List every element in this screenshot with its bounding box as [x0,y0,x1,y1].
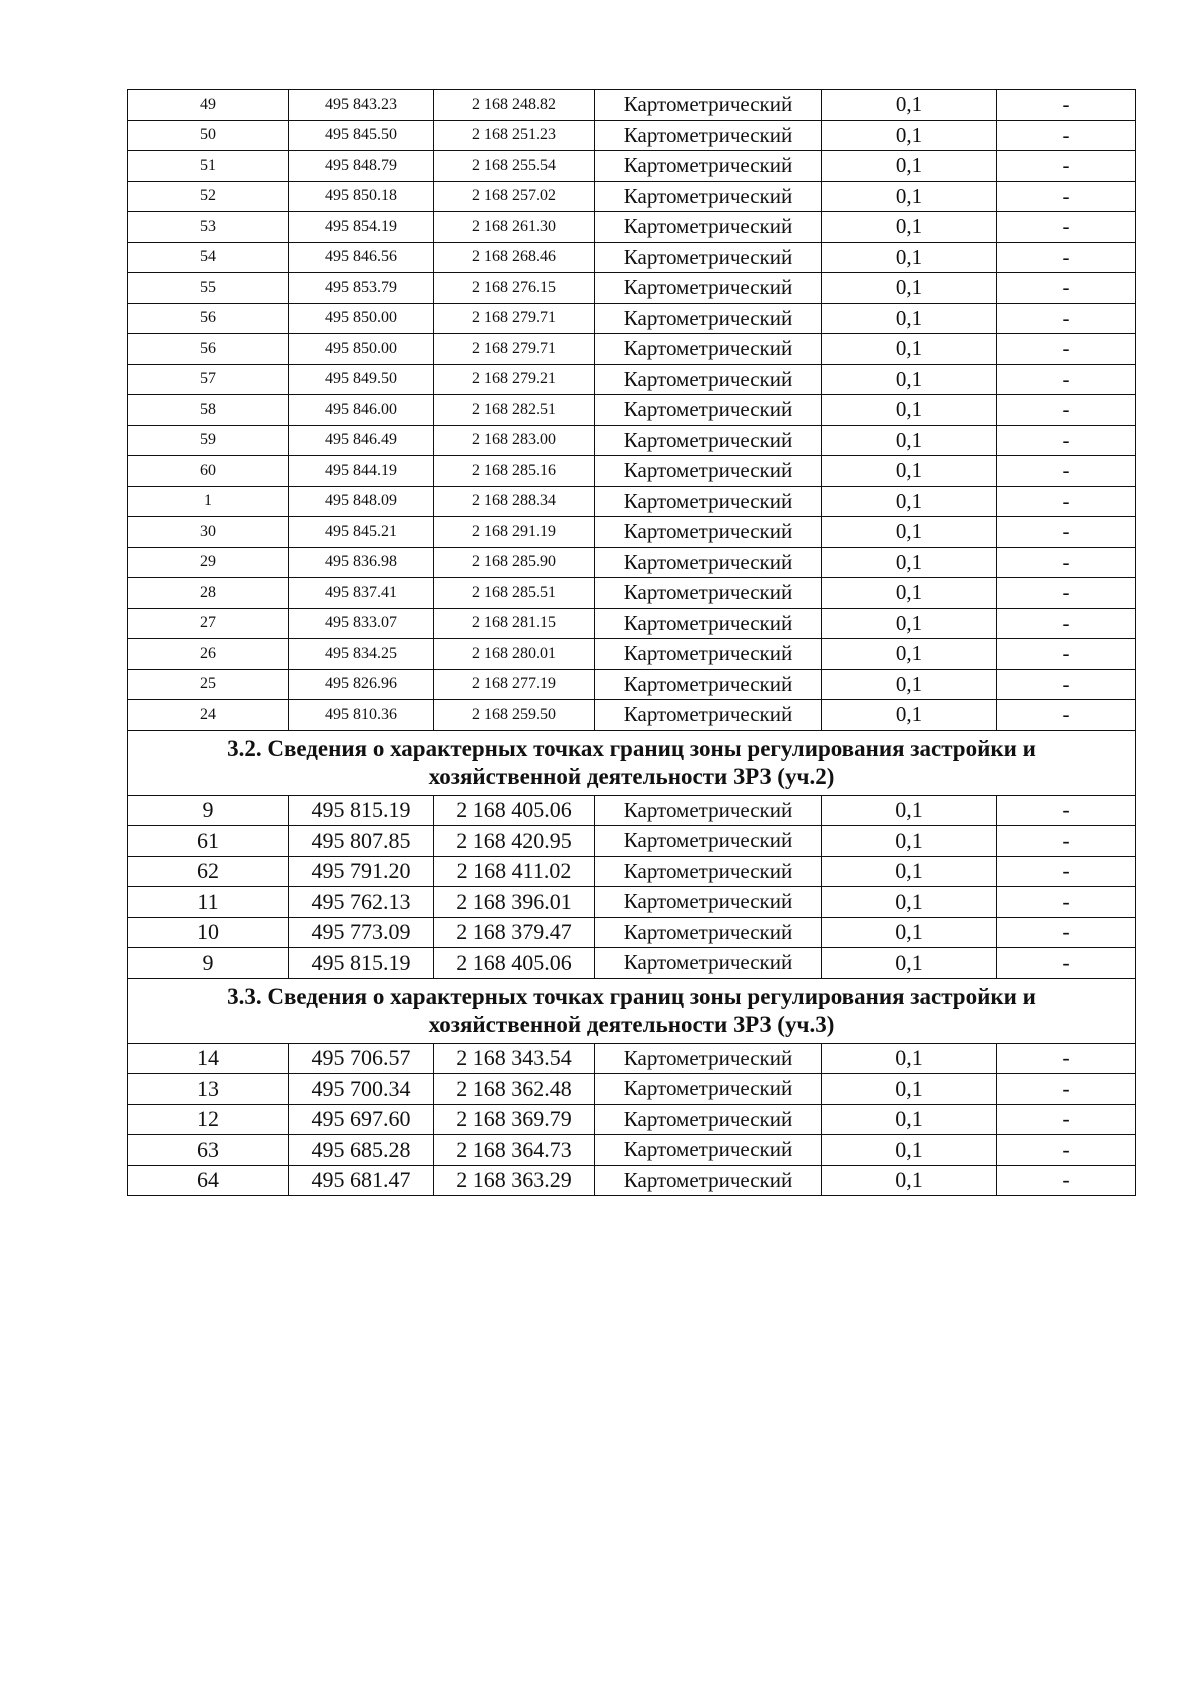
y-coordinate-cell: 2 168 285.16 [434,456,595,487]
x-coordinate-cell: 495 833.07 [289,608,434,639]
y-coordinate-cell: 2 168 276.15 [434,273,595,304]
method-cell: Картометрический [595,795,822,826]
table-row [128,90,1136,121]
y-coordinate-cell: 2 168 343.54 [434,1043,595,1074]
method-cell: Картометрический [595,608,822,639]
y-coordinate-cell: 2 168 268.46 [434,242,595,273]
method-cell: Картометрический [595,639,822,670]
method-cell: Картометрический [595,181,822,212]
x-coordinate-cell: 495 700.34 [289,1074,434,1105]
y-coordinate-cell: 2 168 282.51 [434,395,595,426]
method-cell: Картометрический [595,334,822,365]
table-row [128,669,1136,700]
section-heading-row [128,978,1136,1043]
x-coordinate-cell: 495 815.19 [289,795,434,826]
accuracy-cell: 0,1 [822,242,997,273]
x-coordinate-cell: 495 791.20 [289,856,434,887]
y-coordinate-cell: 2 168 277.19 [434,669,595,700]
table-row [128,608,1136,639]
note-cell: - [997,917,1136,948]
method-cell: Картометрический [595,887,822,918]
point-number-cell: 11 [128,887,289,918]
section-3-rows [128,1043,1136,1196]
section-2-heading [128,730,1136,795]
y-coordinate-cell: 2 168 369.79 [434,1104,595,1135]
x-coordinate-cell: 495 681.47 [289,1165,434,1196]
section-3-heading-line-2: хозяйственной деятельности ЗРЗ (уч.3) [428,1011,835,1037]
accuracy-cell: 0,1 [822,395,997,426]
x-coordinate-cell: 495 685.28 [289,1135,434,1166]
x-coordinate-cell: 495 850.18 [289,181,434,212]
point-number-cell: 60 [128,456,289,487]
note-cell: - [997,639,1136,670]
accuracy-cell: 0,1 [822,547,997,578]
point-number-cell: 29 [128,547,289,578]
point-number-cell: 54 [128,242,289,273]
note-cell: - [997,303,1136,334]
note-cell: - [997,669,1136,700]
x-coordinate-cell: 495 807.85 [289,826,434,857]
note-cell: - [997,948,1136,979]
accuracy-cell: 0,1 [822,364,997,395]
note-cell: - [997,887,1136,918]
method-cell: Картометрический [595,395,822,426]
method-cell: Картометрический [595,700,822,731]
y-coordinate-cell: 2 168 283.00 [434,425,595,456]
accuracy-cell: 0,1 [822,1043,997,1074]
table-row [128,700,1136,731]
x-coordinate-cell: 495 697.60 [289,1104,434,1135]
table-row [128,364,1136,395]
section-1-rows [128,90,1136,731]
method-cell: Картометрический [595,1074,822,1105]
x-coordinate-cell: 495 844.19 [289,456,434,487]
note-cell: - [997,120,1136,151]
note-cell: - [997,212,1136,243]
accuracy-cell: 0,1 [822,826,997,857]
method-cell: Картометрический [595,1165,822,1196]
accuracy-cell: 0,1 [822,887,997,918]
accuracy-cell: 0,1 [822,608,997,639]
x-coordinate-cell: 495 773.09 [289,917,434,948]
method-cell: Картометрический [595,578,822,609]
method-cell: Картометрический [595,669,822,700]
x-coordinate-cell: 495 846.00 [289,395,434,426]
point-number-cell: 49 [128,90,289,121]
method-cell: Картометрический [595,856,822,887]
y-coordinate-cell: 2 168 405.06 [434,948,595,979]
method-cell: Картометрический [595,151,822,182]
note-cell: - [997,547,1136,578]
y-coordinate-cell: 2 168 259.50 [434,700,595,731]
section-heading-row [128,730,1136,795]
x-coordinate-cell: 495 848.09 [289,486,434,517]
point-number-cell: 10 [128,917,289,948]
method-cell: Картометрический [595,303,822,334]
method-cell: Картометрический [595,273,822,304]
method-cell: Картометрический [595,456,822,487]
coordinates-table [127,89,1136,1196]
note-cell: - [997,456,1136,487]
table-row [128,887,1136,918]
note-cell: - [997,608,1136,639]
x-coordinate-cell: 495 826.96 [289,669,434,700]
method-cell: Картометрический [595,917,822,948]
x-coordinate-cell: 495 846.49 [289,425,434,456]
x-coordinate-cell: 495 854.19 [289,212,434,243]
point-number-cell: 26 [128,639,289,670]
note-cell: - [997,1165,1136,1196]
y-coordinate-cell: 2 168 411.02 [434,856,595,887]
accuracy-cell: 0,1 [822,486,997,517]
note-cell: - [997,425,1136,456]
x-coordinate-cell: 495 850.00 [289,334,434,365]
x-coordinate-cell: 495 849.50 [289,364,434,395]
point-number-cell: 51 [128,151,289,182]
x-coordinate-cell: 495 853.79 [289,273,434,304]
section-2-rows [128,795,1136,978]
method-cell: Картометрический [595,486,822,517]
y-coordinate-cell: 2 168 396.01 [434,887,595,918]
accuracy-cell: 0,1 [822,639,997,670]
method-cell: Картометрический [595,517,822,548]
section-3-heading-group [128,978,1136,1043]
table-row [128,1135,1136,1166]
note-cell: - [997,1074,1136,1105]
accuracy-cell: 0,1 [822,120,997,151]
note-cell: - [997,364,1136,395]
section-2-heading-line-2: хозяйственной деятельности ЗРЗ (уч.2) [428,763,835,789]
y-coordinate-cell: 2 168 248.82 [434,90,595,121]
note-cell: - [997,151,1136,182]
y-coordinate-cell: 2 168 281.15 [434,608,595,639]
accuracy-cell: 0,1 [822,917,997,948]
accuracy-cell: 0,1 [822,1074,997,1105]
note-cell: - [997,795,1136,826]
accuracy-cell: 0,1 [822,948,997,979]
x-coordinate-cell: 495 834.25 [289,639,434,670]
accuracy-cell: 0,1 [822,517,997,548]
x-coordinate-cell: 495 848.79 [289,151,434,182]
point-number-cell: 59 [128,425,289,456]
y-coordinate-cell: 2 168 261.30 [434,212,595,243]
x-coordinate-cell: 495 843.23 [289,90,434,121]
method-cell: Картометрический [595,242,822,273]
x-coordinate-cell: 495 815.19 [289,948,434,979]
note-cell: - [997,395,1136,426]
point-number-cell: 12 [128,1104,289,1135]
point-number-cell: 55 [128,273,289,304]
y-coordinate-cell: 2 168 420.95 [434,826,595,857]
point-number-cell: 27 [128,608,289,639]
accuracy-cell: 0,1 [822,425,997,456]
y-coordinate-cell: 2 168 255.54 [434,151,595,182]
accuracy-cell: 0,1 [822,578,997,609]
note-cell: - [997,856,1136,887]
accuracy-cell: 0,1 [822,1135,997,1166]
accuracy-cell: 0,1 [822,181,997,212]
section-2-heading-group [128,730,1136,795]
y-coordinate-cell: 2 168 288.34 [434,486,595,517]
accuracy-cell: 0,1 [822,456,997,487]
point-number-cell: 1 [128,486,289,517]
table-row [128,303,1136,334]
section-3-heading [128,978,1136,1043]
table-row [128,517,1136,548]
note-cell: - [997,517,1136,548]
method-cell: Картометрический [595,826,822,857]
point-number-cell: 28 [128,578,289,609]
method-cell: Картометрический [595,948,822,979]
y-coordinate-cell: 2 168 362.48 [434,1074,595,1105]
y-coordinate-cell: 2 168 405.06 [434,795,595,826]
table-row [128,151,1136,182]
method-cell: Картометрический [595,1043,822,1074]
table-row [128,181,1136,212]
y-coordinate-cell: 2 168 364.73 [434,1135,595,1166]
method-cell: Картометрический [595,90,822,121]
x-coordinate-cell: 495 762.13 [289,887,434,918]
point-number-cell: 63 [128,1135,289,1166]
point-number-cell: 56 [128,334,289,365]
point-number-cell: 52 [128,181,289,212]
accuracy-cell: 0,1 [822,856,997,887]
x-coordinate-cell: 495 845.50 [289,120,434,151]
y-coordinate-cell: 2 168 285.51 [434,578,595,609]
point-number-cell: 56 [128,303,289,334]
note-cell: - [997,242,1136,273]
accuracy-cell: 0,1 [822,90,997,121]
table-row [128,948,1136,979]
table-row [128,456,1136,487]
accuracy-cell: 0,1 [822,1104,997,1135]
note-cell: - [997,273,1136,304]
point-number-cell: 24 [128,700,289,731]
table-row [128,425,1136,456]
x-coordinate-cell: 495 706.57 [289,1043,434,1074]
table-row [128,547,1136,578]
point-number-cell: 13 [128,1074,289,1105]
table-row [128,486,1136,517]
note-cell: - [997,826,1136,857]
note-cell: - [997,1135,1136,1166]
table-row [128,334,1136,365]
table-row [128,242,1136,273]
note-cell: - [997,578,1136,609]
accuracy-cell: 0,1 [822,151,997,182]
method-cell: Картометрический [595,120,822,151]
point-number-cell: 64 [128,1165,289,1196]
point-number-cell: 14 [128,1043,289,1074]
y-coordinate-cell: 2 168 251.23 [434,120,595,151]
point-number-cell: 50 [128,120,289,151]
accuracy-cell: 0,1 [822,212,997,243]
point-number-cell: 9 [128,948,289,979]
point-number-cell: 57 [128,364,289,395]
table-row [128,395,1136,426]
x-coordinate-cell: 495 837.41 [289,578,434,609]
table-row [128,578,1136,609]
note-cell: - [997,1043,1136,1074]
point-number-cell: 30 [128,517,289,548]
note-cell: - [997,486,1136,517]
method-cell: Картометрический [595,547,822,578]
y-coordinate-cell: 2 168 279.71 [434,334,595,365]
method-cell: Картометрический [595,425,822,456]
note-cell: - [997,334,1136,365]
y-coordinate-cell: 2 168 379.47 [434,917,595,948]
point-number-cell: 58 [128,395,289,426]
note-cell: - [997,90,1136,121]
table-row [128,120,1136,151]
x-coordinate-cell: 495 845.21 [289,517,434,548]
y-coordinate-cell: 2 168 280.01 [434,639,595,670]
section-3-heading-line-1: 3.3. Сведения о характерных точках границ зоны регулирования застройки и [227,983,1036,1009]
accuracy-cell: 0,1 [822,334,997,365]
point-number-cell: 53 [128,212,289,243]
method-cell: Картометрический [595,364,822,395]
point-number-cell: 9 [128,795,289,826]
accuracy-cell: 0,1 [822,1165,997,1196]
accuracy-cell: 0,1 [822,700,997,731]
method-cell: Картометрический [595,212,822,243]
x-coordinate-cell: 495 836.98 [289,547,434,578]
table-row [128,1043,1136,1074]
x-coordinate-cell: 495 850.00 [289,303,434,334]
table-row [128,917,1136,948]
point-number-cell: 25 [128,669,289,700]
method-cell: Картометрический [595,1135,822,1166]
table-row [128,856,1136,887]
table-row [128,826,1136,857]
table-row [128,212,1136,243]
x-coordinate-cell: 495 810.36 [289,700,434,731]
y-coordinate-cell: 2 168 279.21 [434,364,595,395]
accuracy-cell: 0,1 [822,669,997,700]
y-coordinate-cell: 2 168 363.29 [434,1165,595,1196]
y-coordinate-cell: 2 168 257.02 [434,181,595,212]
y-coordinate-cell: 2 168 279.71 [434,303,595,334]
method-cell: Картометрический [595,1104,822,1135]
table-row [128,1165,1136,1196]
table-row [128,273,1136,304]
y-coordinate-cell: 2 168 285.90 [434,547,595,578]
point-number-cell: 61 [128,826,289,857]
table-row [128,639,1136,670]
note-cell: - [997,700,1136,731]
accuracy-cell: 0,1 [822,273,997,304]
table-row [128,1074,1136,1105]
note-cell: - [997,1104,1136,1135]
accuracy-cell: 0,1 [822,303,997,334]
y-coordinate-cell: 2 168 291.19 [434,517,595,548]
x-coordinate-cell: 495 846.56 [289,242,434,273]
table-row [128,1104,1136,1135]
accuracy-cell: 0,1 [822,795,997,826]
table-row [128,795,1136,826]
section-2-heading-line-1: 3.2. Сведения о характерных точках границ зоны регулирования застройки и [227,735,1036,761]
note-cell: - [997,181,1136,212]
point-number-cell: 62 [128,856,289,887]
